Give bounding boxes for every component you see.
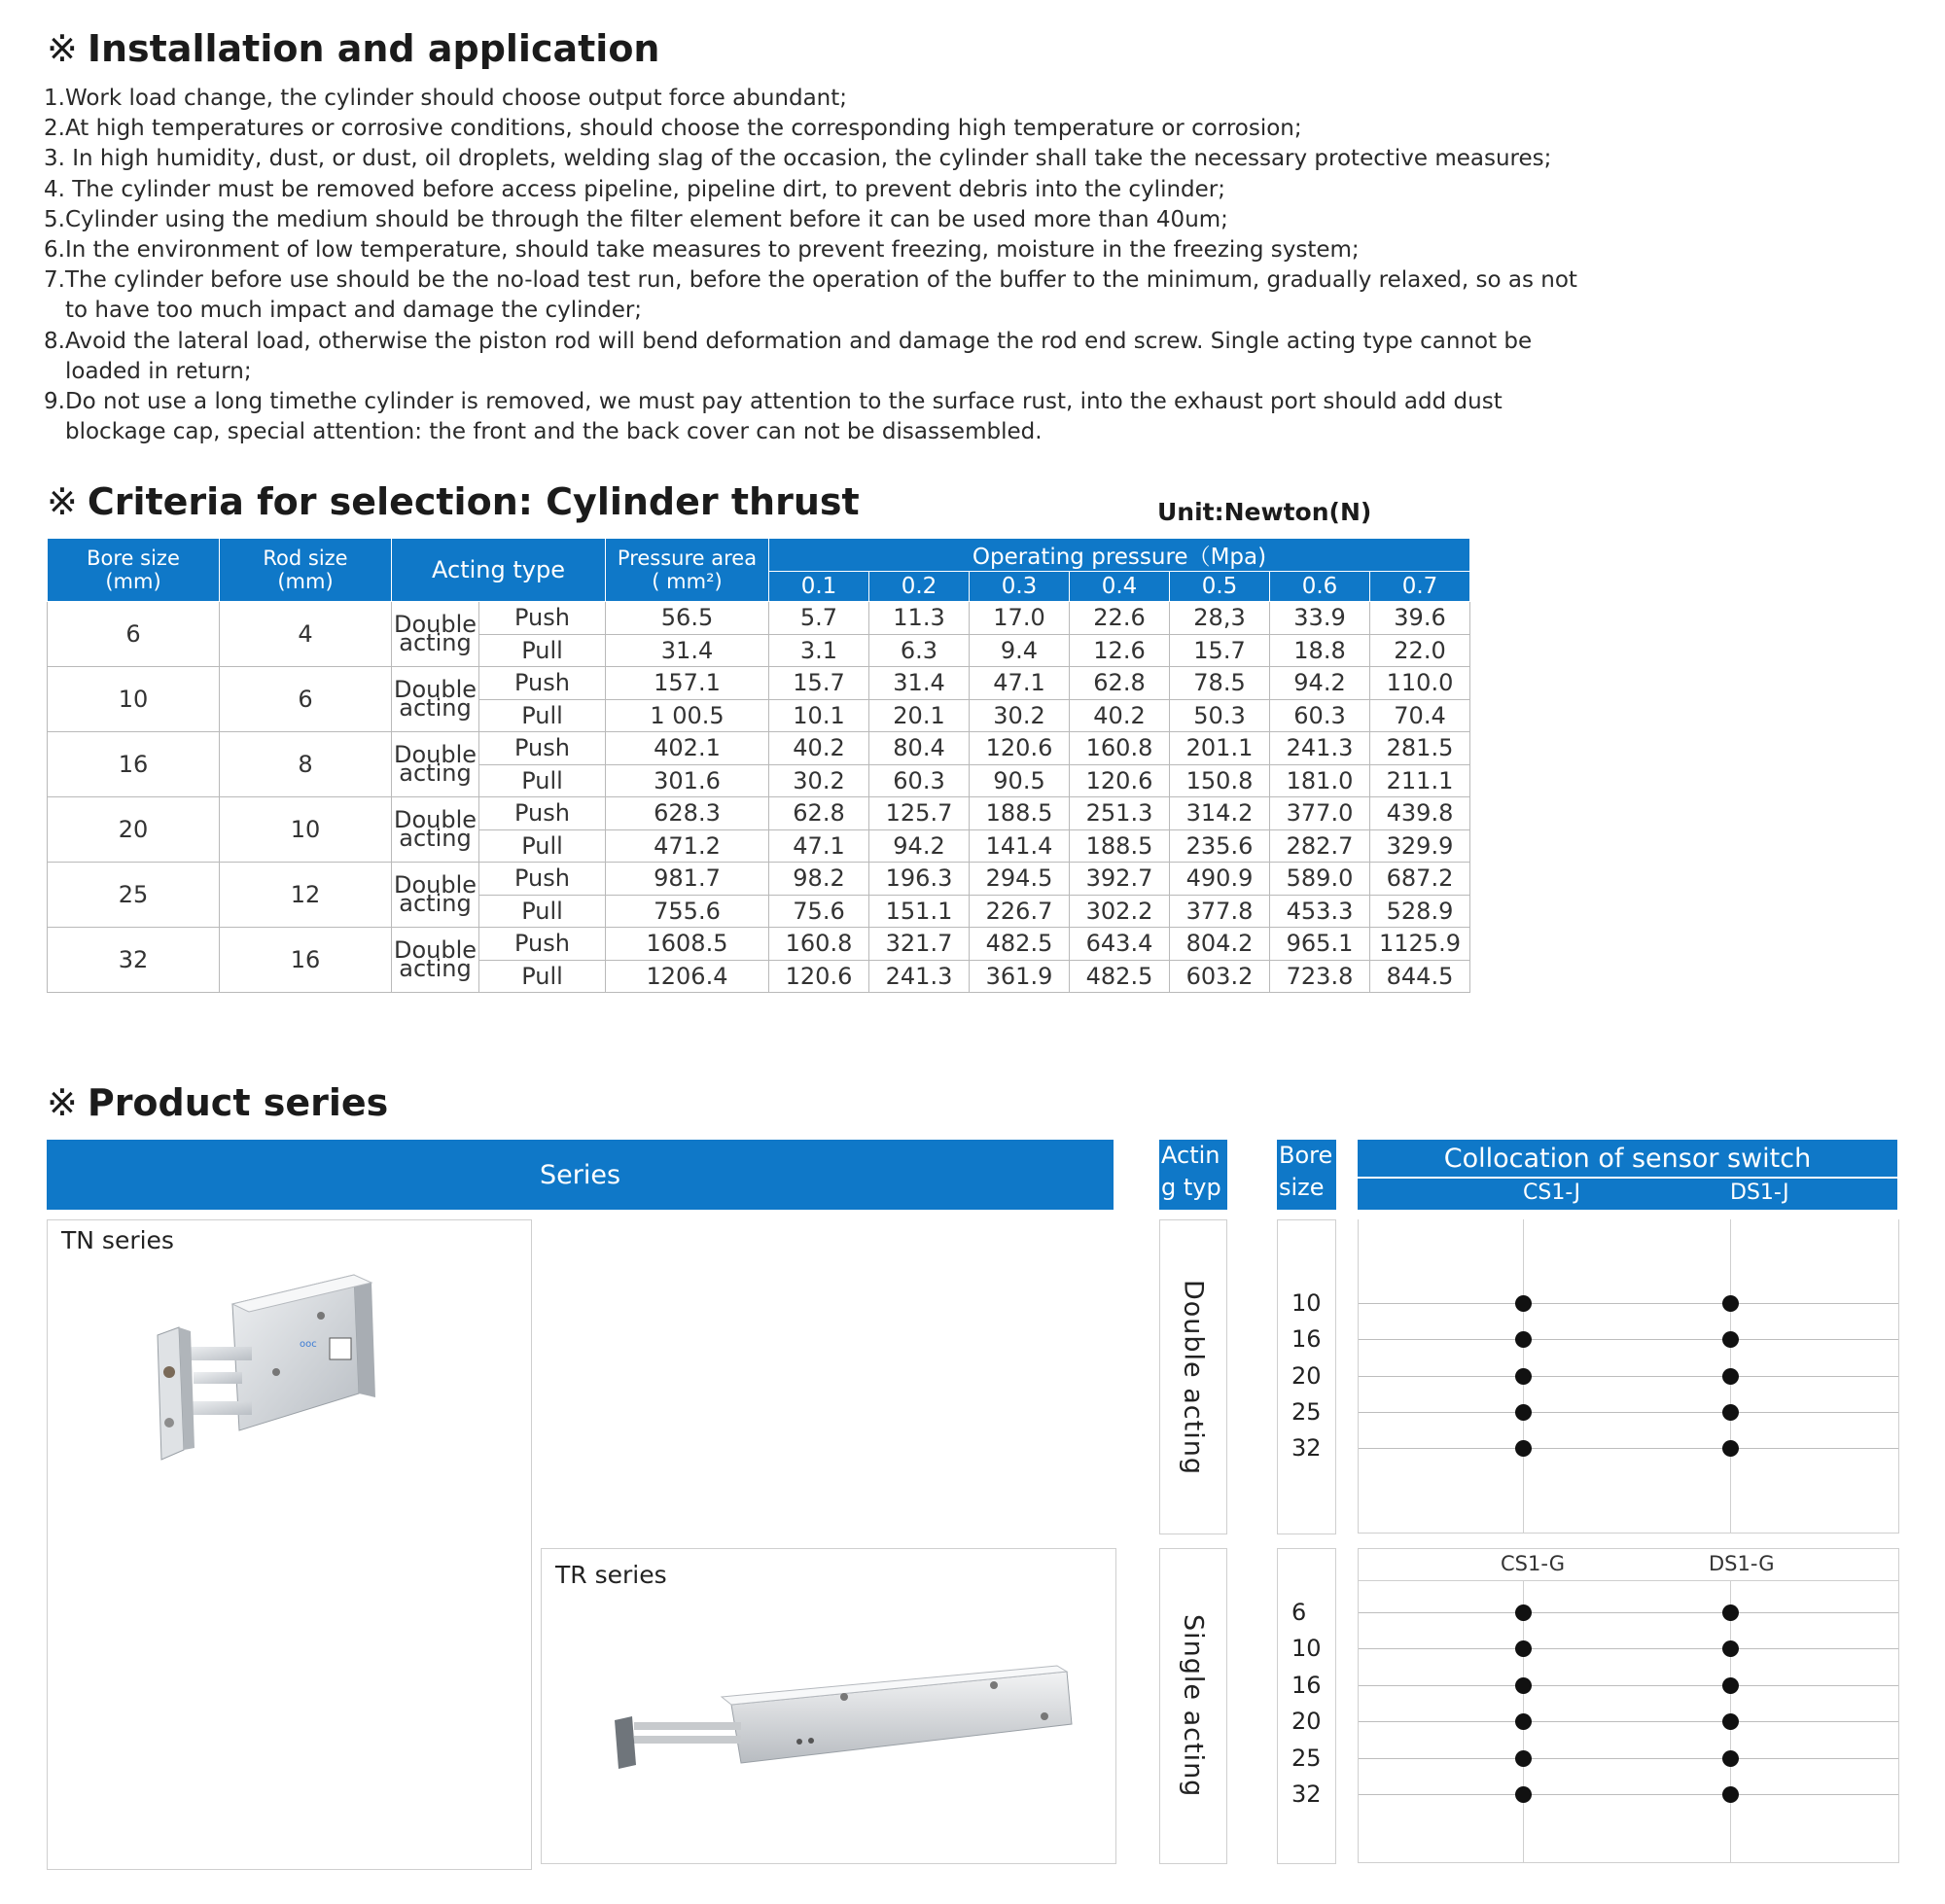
area-header: Pressure area ( mm²) bbox=[606, 539, 769, 602]
table-cell: Double acting bbox=[392, 602, 479, 667]
table-cell: 1206.4 bbox=[606, 960, 769, 993]
bore-row-line bbox=[1359, 1721, 1898, 1722]
table-cell: Push bbox=[479, 602, 606, 635]
bore-size-value: 10 bbox=[1291, 1635, 1322, 1663]
table-cell: 22.0 bbox=[1370, 634, 1470, 667]
tr-acting-box bbox=[1159, 1548, 1227, 1864]
table-cell: 294.5 bbox=[970, 863, 1070, 896]
installation-item: 7.The cylinder before use should be the no-load test run, before the operation of the buffer to the minimum, gradually relaxed, so as not to have too much impact and damage the cylinder; bbox=[44, 267, 1577, 324]
bore-row-line bbox=[1359, 1412, 1898, 1413]
tr-cylinder-image bbox=[595, 1627, 1091, 1821]
table-cell: 62.8 bbox=[1070, 667, 1170, 700]
table-cell: Pull bbox=[479, 634, 606, 667]
table-cell: 188.5 bbox=[1070, 829, 1170, 863]
ds-compatible-dot-icon bbox=[1722, 1440, 1739, 1457]
rod-1 bbox=[184, 1347, 252, 1360]
table-cell: 211.1 bbox=[1370, 764, 1470, 797]
table-cell: 251.3 bbox=[1070, 797, 1170, 830]
table-cell: 33.9 bbox=[1270, 602, 1370, 635]
hole-2 bbox=[317, 1312, 325, 1320]
sensor-ds1g: DS1-G bbox=[1709, 1552, 1775, 1575]
table-cell: 321.7 bbox=[869, 928, 970, 961]
table-row bbox=[48, 928, 1470, 961]
bore-row-line bbox=[1359, 1758, 1898, 1759]
tr-acting-label: Single acting bbox=[1178, 1614, 1209, 1798]
table-cell: 12 bbox=[220, 863, 392, 928]
table-cell: 361.9 bbox=[970, 960, 1070, 993]
pressure-col-header: 0.2 bbox=[869, 572, 970, 602]
cs-compatible-dot-icon bbox=[1515, 1331, 1532, 1348]
table-cell: 392.7 bbox=[1070, 863, 1170, 896]
table-cell: 226.7 bbox=[970, 895, 1070, 928]
tr-bore-box bbox=[1277, 1548, 1336, 1864]
tn-series-box bbox=[47, 1219, 532, 1534]
table-cell: 1 00.5 bbox=[606, 699, 769, 732]
table-cell: 39.6 bbox=[1370, 602, 1470, 635]
ds-compatible-dot-icon bbox=[1722, 1368, 1739, 1385]
table-cell: 844.5 bbox=[1370, 960, 1470, 993]
installation-item: 5.Cylinder using the medium should be through the filter element before it can be used more than 40um; bbox=[44, 206, 1228, 232]
grid-vline bbox=[1523, 1548, 1524, 1862]
table-cell: 482.5 bbox=[970, 928, 1070, 961]
table-cell: 471.2 bbox=[606, 829, 769, 863]
table-cell: 10.1 bbox=[769, 699, 869, 732]
ds-compatible-dot-icon bbox=[1722, 1640, 1739, 1657]
sensor-subheader bbox=[1358, 1179, 1897, 1210]
section-mark-icon: ※ bbox=[47, 1081, 78, 1124]
table-cell: 40.2 bbox=[1070, 699, 1170, 732]
tr-hole-5 bbox=[1041, 1712, 1048, 1720]
section-mark-icon: ※ bbox=[47, 480, 78, 523]
series-header: Series bbox=[47, 1140, 1114, 1210]
table-cell: 40.2 bbox=[769, 732, 869, 765]
table-cell: 235.6 bbox=[1170, 829, 1270, 863]
table-cell: 31.4 bbox=[869, 667, 970, 700]
table-cell: Pull bbox=[479, 699, 606, 732]
table-row bbox=[48, 667, 1470, 700]
table-cell: Double acting bbox=[392, 667, 479, 732]
table-cell: 603.2 bbox=[1170, 960, 1270, 993]
table-cell: 181.0 bbox=[1270, 764, 1370, 797]
table-cell: 201.1 bbox=[1170, 732, 1270, 765]
table-cell: 687.2 bbox=[1370, 863, 1470, 896]
tr-hole-1 bbox=[840, 1693, 848, 1701]
table-cell: 31.4 bbox=[606, 634, 769, 667]
table-cell: 628.3 bbox=[606, 797, 769, 830]
installation-list bbox=[44, 84, 1600, 447]
table-cell: Pull bbox=[479, 829, 606, 863]
table-cell: 377.8 bbox=[1170, 895, 1270, 928]
sensor-ds1j: DS1-J bbox=[1730, 1181, 1789, 1205]
table-cell: 196.3 bbox=[869, 863, 970, 896]
table-cell: 20.1 bbox=[869, 699, 970, 732]
tr-rod-2 bbox=[634, 1736, 741, 1744]
bore-size-value: 16 bbox=[1291, 1671, 1322, 1699]
table-cell: 6.3 bbox=[869, 634, 970, 667]
cs-compatible-dot-icon bbox=[1515, 1677, 1532, 1694]
table-cell: 151.1 bbox=[869, 895, 970, 928]
table-cell: 157.1 bbox=[606, 667, 769, 700]
table-cell: 314.2 bbox=[1170, 797, 1270, 830]
table-cell: 47.1 bbox=[769, 829, 869, 863]
bore-size-value: 10 bbox=[1291, 1289, 1322, 1317]
cs-compatible-dot-icon bbox=[1515, 1640, 1532, 1657]
bore-row-line bbox=[1359, 1685, 1898, 1686]
table-cell: Push bbox=[479, 732, 606, 765]
installation-title: ※ Installation and application bbox=[47, 27, 660, 70]
thrust-title: ※ Criteria for selection: Cylinder thrust bbox=[47, 480, 860, 523]
table-cell: 141.4 bbox=[970, 829, 1070, 863]
table-row bbox=[48, 602, 1470, 635]
tn-bore-box bbox=[1277, 1219, 1336, 1534]
table-cell: 18.8 bbox=[1270, 634, 1370, 667]
table-cell: Push bbox=[479, 797, 606, 830]
installation-item: 1.Work load change, the cylinder should choose output force abundant; bbox=[44, 86, 848, 111]
tr-series-box bbox=[541, 1548, 1116, 1864]
bore-row-line bbox=[1359, 1794, 1898, 1795]
installation-item: 2.At high temperatures or corrosive conditions, should choose the corresponding high temperature or corrosion; bbox=[44, 116, 1302, 142]
table-cell: 28,3 bbox=[1170, 602, 1270, 635]
bore-size-value: 32 bbox=[1291, 1434, 1322, 1463]
ds-compatible-dot-icon bbox=[1722, 1677, 1739, 1694]
cs-compatible-dot-icon bbox=[1515, 1786, 1532, 1803]
thrust-table bbox=[47, 538, 1470, 993]
tr-sensor-grid bbox=[1358, 1548, 1899, 1863]
installation-item: 3. In high humidity, dust, or dust, oil droplets, welding slag of the occasion, the cylinder shall take the necessary protective measures; bbox=[44, 146, 1552, 172]
pressure-col-header: 0.6 bbox=[1270, 572, 1370, 602]
bore-row-line bbox=[1359, 1612, 1898, 1613]
table-row bbox=[48, 863, 1470, 896]
table-row bbox=[48, 732, 1470, 765]
table-cell: 281.5 bbox=[1370, 732, 1470, 765]
unit-label: Unit:Newton(N) bbox=[1157, 498, 1372, 526]
table-cell: Double acting bbox=[392, 732, 479, 797]
tr-hole-4 bbox=[808, 1738, 814, 1744]
table-cell: 125.7 bbox=[869, 797, 970, 830]
table-cell: 3.1 bbox=[769, 634, 869, 667]
bore-row-line bbox=[1359, 1448, 1898, 1449]
table-cell: 32 bbox=[48, 928, 220, 993]
cs-compatible-dot-icon bbox=[1515, 1750, 1532, 1767]
table-cell: 482.5 bbox=[1070, 960, 1170, 993]
table-cell: 528.9 bbox=[1370, 895, 1470, 928]
table-cell: Push bbox=[479, 863, 606, 896]
table-cell: 490.9 bbox=[1170, 863, 1270, 896]
table-cell: 56.5 bbox=[606, 602, 769, 635]
installation-item: 4. The cylinder must be removed before access pipeline, pipeline dirt, to prevent debris into the cylinder; bbox=[44, 176, 1225, 202]
bore-size-value: 32 bbox=[1291, 1781, 1322, 1808]
table-cell: 589.0 bbox=[1270, 863, 1370, 896]
table-cell: 50.3 bbox=[1170, 699, 1270, 732]
table-cell: 10 bbox=[220, 797, 392, 863]
pressure-col-header: 0.7 bbox=[1370, 572, 1470, 602]
ds-compatible-dot-icon bbox=[1722, 1295, 1739, 1312]
rod-2 bbox=[184, 1401, 252, 1415]
bore-size-value: 16 bbox=[1291, 1325, 1322, 1354]
ds-compatible-dot-icon bbox=[1722, 1404, 1739, 1421]
pressure-col-header: 0.4 bbox=[1070, 572, 1170, 602]
bore-row-line bbox=[1359, 1339, 1898, 1340]
tn-series-label: TN series bbox=[61, 1226, 174, 1254]
ds-compatible-dot-icon bbox=[1722, 1786, 1739, 1803]
table-cell: 11.3 bbox=[869, 602, 970, 635]
cs-compatible-dot-icon bbox=[1515, 1604, 1532, 1621]
bore-size-value: 20 bbox=[1291, 1708, 1322, 1736]
installation-item: 8.Avoid the lateral load, otherwise the piston rod will bend deformation and damage the rod end screw. Single acting type cannot be loaded in return; bbox=[44, 328, 1533, 384]
bore-size-value: 25 bbox=[1291, 1744, 1322, 1772]
logo-text: ooc bbox=[300, 1339, 317, 1350]
table-cell: 402.1 bbox=[606, 732, 769, 765]
table-cell: 94.2 bbox=[1270, 667, 1370, 700]
table-cell: 1608.5 bbox=[606, 928, 769, 961]
table-cell: 120.6 bbox=[1070, 764, 1170, 797]
table-cell: 78.5 bbox=[1170, 667, 1270, 700]
table-cell: 965.1 bbox=[1270, 928, 1370, 961]
table-cell: Push bbox=[479, 667, 606, 700]
bore-size-header: Bore size bbox=[1277, 1140, 1336, 1210]
table-cell: Double acting bbox=[392, 863, 479, 928]
cs-compatible-dot-icon bbox=[1515, 1404, 1532, 1421]
table-cell: 804.2 bbox=[1170, 928, 1270, 961]
pressure-col-header: 0.5 bbox=[1170, 572, 1270, 602]
ds-compatible-dot-icon bbox=[1722, 1604, 1739, 1621]
table-cell: 302.2 bbox=[1070, 895, 1170, 928]
acting-header: Acting type bbox=[392, 539, 606, 602]
table-cell: 10 bbox=[48, 667, 220, 732]
table-cell: 329.9 bbox=[1370, 829, 1470, 863]
table-cell: 188.5 bbox=[970, 797, 1070, 830]
bore-row-line bbox=[1359, 1303, 1898, 1304]
bore-header: Bore size (mm) bbox=[48, 539, 220, 602]
table-cell: 62.8 bbox=[769, 797, 869, 830]
pressure-col-header: 0.3 bbox=[970, 572, 1070, 602]
table-row bbox=[48, 797, 1470, 830]
rod-3 bbox=[194, 1372, 242, 1384]
table-cell: 47.1 bbox=[970, 667, 1070, 700]
table-cell: 5.7 bbox=[769, 602, 869, 635]
tn-acting-label: Double acting bbox=[1178, 1279, 1209, 1475]
table-cell: 15.7 bbox=[769, 667, 869, 700]
table-cell: 120.6 bbox=[970, 732, 1070, 765]
sensor-cs1g: CS1-G bbox=[1501, 1552, 1565, 1575]
table-cell: 1125.9 bbox=[1370, 928, 1470, 961]
table-cell: 301.6 bbox=[606, 764, 769, 797]
ds-compatible-dot-icon bbox=[1722, 1713, 1739, 1730]
table-cell: 17.0 bbox=[970, 602, 1070, 635]
tn-empty-box bbox=[47, 1533, 532, 1870]
table-cell: 160.8 bbox=[769, 928, 869, 961]
table-cell: 16 bbox=[220, 928, 392, 993]
cs-compatible-dot-icon bbox=[1515, 1440, 1532, 1457]
table-cell: 25 bbox=[48, 863, 220, 928]
table-cell: 60.3 bbox=[1270, 699, 1370, 732]
ds-compatible-dot-icon bbox=[1722, 1750, 1739, 1767]
hole-1 bbox=[272, 1368, 280, 1376]
table-cell: 16 bbox=[48, 732, 220, 797]
table-cell: Double acting bbox=[392, 797, 479, 863]
table-cell: Double acting bbox=[392, 928, 479, 993]
table-cell: 8 bbox=[220, 732, 392, 797]
table-cell: 98.2 bbox=[769, 863, 869, 896]
bore-size-value: 25 bbox=[1291, 1397, 1322, 1426]
table-cell: 75.6 bbox=[769, 895, 869, 928]
cs-compatible-dot-icon bbox=[1515, 1713, 1532, 1730]
installation-item: 6.In the environment of low temperature, should take measures to prevent freezing, moisture in the freezing system; bbox=[44, 237, 1360, 264]
table-cell: 15.7 bbox=[1170, 634, 1270, 667]
table-cell: 643.4 bbox=[1070, 928, 1170, 961]
tn-sensor-grid bbox=[1358, 1219, 1899, 1534]
table-cell: 30.2 bbox=[970, 699, 1070, 732]
table-cell: 60.3 bbox=[869, 764, 970, 797]
pressure-header: Operating pressure（Mpa) bbox=[769, 539, 1470, 572]
sensor-header: Collocation of sensor switch bbox=[1358, 1140, 1897, 1177]
table-cell: Pull bbox=[479, 960, 606, 993]
bore-row-line bbox=[1359, 1648, 1898, 1649]
tn-acting-box bbox=[1159, 1219, 1227, 1534]
tr-hole-3 bbox=[796, 1739, 802, 1745]
table-cell: 981.7 bbox=[606, 863, 769, 896]
cs-compatible-dot-icon bbox=[1515, 1295, 1532, 1312]
table-cell: 723.8 bbox=[1270, 960, 1370, 993]
tr-series-label: TR series bbox=[555, 1561, 667, 1589]
pressure-col-header: 0.1 bbox=[769, 572, 869, 602]
table-cell: 150.8 bbox=[1170, 764, 1270, 797]
tr-hole-2 bbox=[990, 1681, 998, 1689]
bore-row-line bbox=[1359, 1376, 1898, 1377]
table-cell: 70.4 bbox=[1370, 699, 1470, 732]
table-cell: 282.7 bbox=[1270, 829, 1370, 863]
tn-cylinder-image bbox=[130, 1257, 451, 1510]
table-cell: Pull bbox=[479, 764, 606, 797]
table-cell: 241.3 bbox=[869, 960, 970, 993]
cs-compatible-dot-icon bbox=[1515, 1368, 1532, 1385]
qr-label-icon bbox=[330, 1338, 351, 1359]
section-mark-icon: ※ bbox=[47, 27, 78, 70]
tr-sensor-subheader bbox=[1358, 1548, 1899, 1581]
table-cell: 90.5 bbox=[970, 764, 1070, 797]
port-2 bbox=[164, 1418, 174, 1428]
tr-rod-1 bbox=[634, 1722, 741, 1730]
table-cell: 4 bbox=[220, 602, 392, 667]
table-cell: 120.6 bbox=[769, 960, 869, 993]
installation-item: 9.Do not use a long timethe cylinder is removed, we must pay attention to the surface rust, into the exhaust port should add dust blockage cap, special attention: the front and the back cover can not be disassembled. bbox=[44, 389, 1503, 445]
ds-compatible-dot-icon bbox=[1722, 1331, 1739, 1348]
rod-header: Rod size (mm) bbox=[220, 539, 392, 602]
table-cell: 453.3 bbox=[1270, 895, 1370, 928]
grid-vline bbox=[1730, 1548, 1731, 1862]
table-cell: 20 bbox=[48, 797, 220, 863]
table-cell: 439.8 bbox=[1370, 797, 1470, 830]
bore-size-value: 6 bbox=[1291, 1599, 1307, 1626]
table-cell: 30.2 bbox=[769, 764, 869, 797]
table-cell: 80.4 bbox=[869, 732, 970, 765]
acting-type-header: Acting typ bbox=[1159, 1140, 1227, 1210]
port-1 bbox=[163, 1366, 175, 1378]
table-cell: Push bbox=[479, 928, 606, 961]
table-cell: 241.3 bbox=[1270, 732, 1370, 765]
table-cell: 755.6 bbox=[606, 895, 769, 928]
table-cell: 110.0 bbox=[1370, 667, 1470, 700]
table-cell: 160.8 bbox=[1070, 732, 1170, 765]
table-cell: 6 bbox=[220, 667, 392, 732]
table-cell: 12.6 bbox=[1070, 634, 1170, 667]
table-cell: 377.0 bbox=[1270, 797, 1370, 830]
table-cell: 94.2 bbox=[869, 829, 970, 863]
product-title: ※ Product series bbox=[47, 1081, 389, 1124]
table-cell: 22.6 bbox=[1070, 602, 1170, 635]
table-cell: 6 bbox=[48, 602, 220, 667]
tr-end-plate bbox=[615, 1716, 636, 1769]
table-cell: Pull bbox=[479, 895, 606, 928]
bore-size-value: 20 bbox=[1291, 1361, 1322, 1390]
sensor-cs1j: CS1-J bbox=[1523, 1181, 1580, 1205]
table-cell: 9.4 bbox=[970, 634, 1070, 667]
